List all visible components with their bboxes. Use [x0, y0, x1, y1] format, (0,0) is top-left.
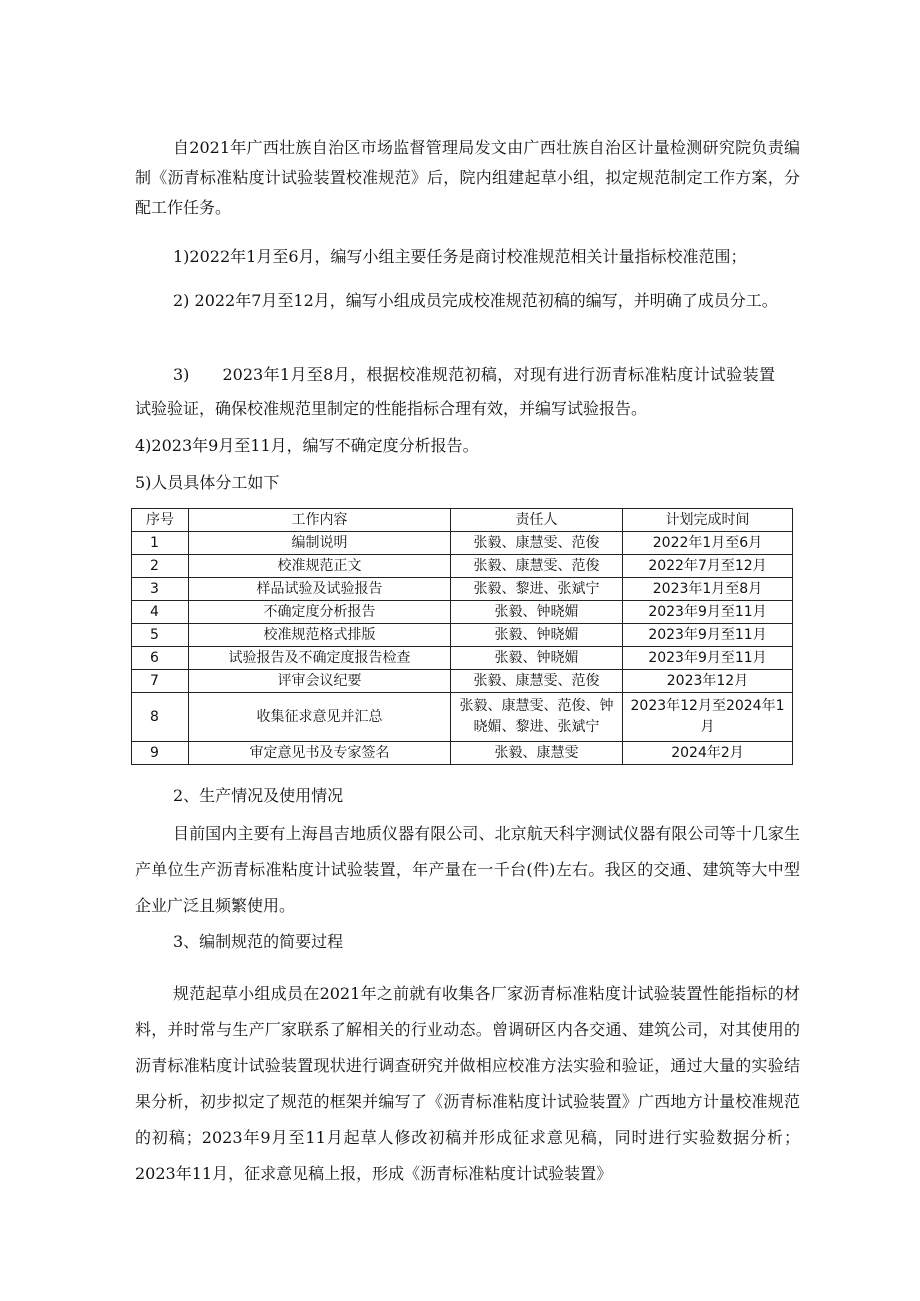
table-row	[132, 624, 793, 647]
cell-owner: 张毅、钟晓媚	[451, 624, 623, 647]
cell-owner: 张毅、钟晓媚	[451, 601, 623, 624]
cell-owner: 张毅、钟晓媚	[451, 647, 623, 670]
header-owner: 责任人	[451, 509, 623, 532]
table-row	[132, 647, 793, 670]
cell-seq: 5	[132, 624, 189, 647]
section-3-body: 规范起草小组成员在2021年之前就有收集各厂家沥青标准粘度计试验装置性能指标的材料，并时常与生产厂家联系了解相关的行业动态。曾调研区内各交通、建筑公司，对其使用的沥青标准粘度计试验装置现状进行调查研究并做相应校准方法实验和验证，通过大量的实验结果分析，初步拟定了规范的框架并编写了《沥青标准粘度计试验装置》广西地方计量校准规范的初稿；2023年9月至11月起草人修改初稿并形成征求意见稿，同时进行实验数据分析；2023年11月，征求意见稿上报，形成《沥青标准粘度计试验装置》	[135, 984, 800, 1183]
cell-deadline: 2022年7月至12月	[623, 555, 793, 578]
step-4: 4)2023年9月至11月，编写不确定度分析报告。	[135, 436, 479, 455]
cell-deadline: 2023年12月	[623, 670, 793, 693]
step-3: 3) 2023年1月至8月，根据校准规范初稿，对现有进行沥青标准粘度计试验装置试验验证，确保校准规范里制定的性能指标合理有效，并编写试验报告。	[135, 365, 775, 418]
cell-seq: 2	[132, 555, 189, 578]
table-row	[132, 742, 793, 765]
cell-owner: 张毅、康慧雯、范俊、钟晓媚、黎进、张斌宁	[451, 693, 623, 742]
cell-work: 收集征求意见并汇总	[189, 693, 451, 742]
table-row	[132, 601, 793, 624]
cell-deadline: 2023年1月至8月	[623, 578, 793, 601]
cell-owner: 张毅、康慧雯、范俊	[451, 532, 623, 555]
cell-owner: 张毅、康慧雯	[451, 742, 623, 765]
table-row	[132, 578, 793, 601]
cell-owner: 张毅、康慧雯、范俊	[451, 555, 623, 578]
cell-seq: 3	[132, 578, 189, 601]
cell-seq: 1	[132, 532, 189, 555]
cell-deadline: 2023年9月至11月	[623, 601, 793, 624]
cell-work: 审定意见书及专家签名	[189, 742, 451, 765]
cell-work: 校准规范格式排版	[189, 624, 451, 647]
cell-deadline: 2023年12月至2024年1月	[623, 693, 793, 742]
table-row	[132, 693, 793, 742]
step-1: 1)2022年1月至6月，编写小组主要任务是商讨校准规范相关计量指标校准范围；	[173, 247, 747, 266]
table-row	[132, 555, 793, 578]
cell-owner: 张毅、康慧雯、范俊	[451, 670, 623, 693]
section-3-title: 3、编制规范的简要过程	[173, 932, 344, 951]
section-2-body: 目前国内主要有上海昌吉地质仪器有限公司、北京航天科宇测试仪器有限公司等十几家生产单位生产沥青标准粘度计试验装置，年产量在一千台(件)左右。我区的交通、建筑等大中型企业广泛且频繁使用。	[135, 824, 800, 915]
cell-seq: 8	[132, 693, 189, 742]
cell-work: 不确定度分析报告	[189, 601, 451, 624]
intro-paragraph: 自2021年广西壮族自治区市场监督管理局发文由广西壮族自治区计量检测研究院负责编制《沥青标准粘度计试验装置校准规范》后，院内组建起草小组，拟定规范制定工作方案，分配工作任务。	[135, 138, 800, 217]
cell-work: 样品试验及试验报告	[189, 578, 451, 601]
cell-work: 评审会议纪要	[189, 670, 451, 693]
cell-seq: 7	[132, 670, 189, 693]
cell-work: 试验报告及不确定度报告检查	[189, 647, 451, 670]
step-2: 2) 2022年7月至12月，编写小组成员完成校准规范初稿的编写，并明确了成员分工。	[173, 291, 778, 310]
cell-seq: 6	[132, 647, 189, 670]
header-deadline: 计划完成时间	[623, 509, 793, 532]
table-row	[132, 670, 793, 693]
cell-owner: 张毅、黎进、张斌宁	[451, 578, 623, 601]
task-assignment-table	[131, 508, 793, 765]
table-header-row	[132, 509, 793, 532]
cell-deadline: 2022年1月至6月	[623, 532, 793, 555]
cell-deadline: 2023年9月至11月	[623, 624, 793, 647]
header-work: 工作内容	[189, 509, 451, 532]
cell-work: 校准规范正文	[189, 555, 451, 578]
cell-deadline: 2024年2月	[623, 742, 793, 765]
section-2-title: 2、生产情况及使用情况	[173, 786, 344, 805]
table-row	[132, 532, 793, 555]
cell-seq: 9	[132, 742, 189, 765]
step-5: 5)人员具体分工如下	[135, 473, 280, 492]
cell-deadline: 2023年9月至11月	[623, 647, 793, 670]
header-seq: 序号	[132, 509, 189, 532]
cell-work: 编制说明	[189, 532, 451, 555]
cell-seq: 4	[132, 601, 189, 624]
